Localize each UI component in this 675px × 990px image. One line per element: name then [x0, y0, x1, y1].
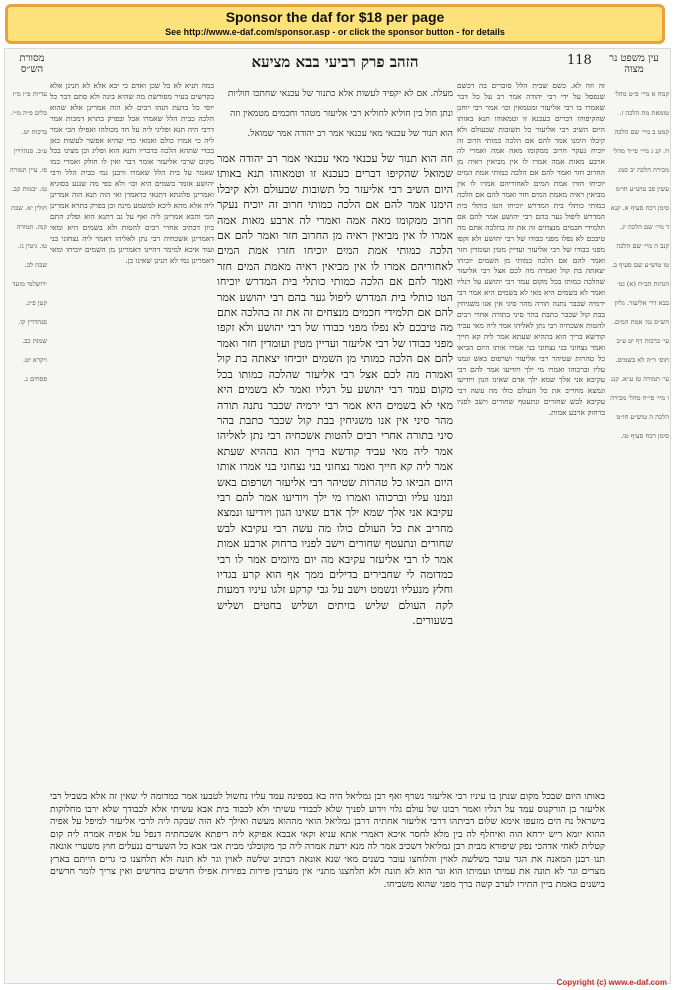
rashi-column: [457, 81, 605, 787]
talmud-page: [4, 48, 671, 984]
masoret-header: מסורת הש״ס: [19, 53, 45, 75]
gemara-top-block: [217, 81, 453, 147]
gemara-bottom-text: באותו היום שבכל מקום שנתן בו עיניו רבי אליעזר נשרף ואף רבן גמליאל היה בא בספינה עמד עליו נחשול לטבעו אמר כמדומה לי שאין זה אלא בשביל רבי אליעזר בן הורקנוס עמד על רגליו ואמר רבונו של עולם גלוי וידוע לפניך שלא לכבודי עשיתי ולא לכבוד בית אבא עשיתי אלא לכבודך שלא ירבו מחלוקות בישראל נח הים מזעפו אימא שלום דביתהו דרבי אליעזר אחתיה דרבן גמליאל הואי מההוא מעשה ואילך לא הוה שבקה ליה לרבי אליעזר למיפל על אפיה ההוא יומא ריש ירחא הוה ואיחלף לה בין מלא לחסר איכא דאמרי אתא עניא וקאי אבבא אפיקא ליה ריפתא אשכחתיה דנפל על אפיה אמרה ליה קום קטלית לאחי אדהכי נפק שיפורא מבית רבן גמליאל דשכיב אמר לה מנא ידעת אמרה ליה כך מקובלני מבית אבי אבא כל השערים ננעלים חוץ משערי אונאה תנו רבנן המאנה את הגר עובר בשלשה לאוין והלוחצו עובר בשנים מאי שנא אונאה דכתיב שלשה לאוין וגר לא תונה ולא תלחצנו כי גרים הייתם בארץ מצרים וגר לא תונה את עמיתו ועמיתו הוא וגר הוא לא תונה ולא תלחצנו מתני׳ אין מערבין פירות בפירות אפילו חדשים בחדשים ואין צריך לומר חדשים בישנים באמת ביין התירו לערב קשה ברך מפני שהוא משביחו.: [50, 791, 605, 890]
sponsor-title[interactable]: Sponsor the daf for $18 per page: [225, 9, 445, 25]
sponsor-subtitle[interactable]: See http://www.e-daf.com/sponsor.asp - or click the sponsor button - for details: [165, 27, 505, 37]
gemara-top-text: מעלה. אם לא יקפיד לעשות אלא כתנור של עכנאי שחתכו חוליות ונתן חול בין חוליא לחוליא רבי אליעזר מטהר וחכמים מטמאין וזה הוא תנור של עכנאי מאי עכנאי אמר רב יהודה אמר שמואל.: [227, 89, 453, 139]
sponsor-banner[interactable]: [5, 4, 665, 44]
rashi-text: זה וזה לא. כשם שבית הלל סוברים בה דכשם שנפסל על ידי רבי יהודה אמר רב על כל דבר שאמרו בו רבי אליעזר ומטמאין וכו׳ אמר רבי יוחנן שהקיפוהו דברים כעכנא זו וטמאוהו תנא באותו היום השיב רבי אליעזר כל תשובות שבעולם ולא קיבלו הימנו אמר להם אם הלכה כמותי חרוב זה יוכיח נעקר חרוב ממקומו מאה אמה ואמרי לה ארבע מאות אמה אמרו לו אין מביאין ראיה מן החרוב חזר ואמר להם אם הלכה כמותי אמת המים יוכיחו חזרו אמת המים לאחוריהם אמרו לו אין מביאין ראיה מאמת המים חזר ואמר להם אם הלכה כמותי כותלי בית המדרש יוכיחו הטו כותלי בית המדרש ליפול גער בהם רבי יהושע אמר להם אם תלמידי חכמים מנצחים זה את זה בהלכה אתם מה טיבכם לא נפלו מפני כבודו של רבי יהושע ולא זקפו מפני כבודו של רבי אליעזר ועדיין מטין ועומדין חזר ואמר להם אם הלכה כמותי מן השמים יוכיחו יצאתה בת קול ואמרה מה לכם אצל רבי אליעזר שהלכה כמותו בכל מקום עמד רבי יהושע על רגליו ואמר לא בשמים היא מאי לא בשמים היא אמר רבי ירמיה שכבר נתנה תורה מהר סיני אין אנו משגיחין בבת קול שכבר כתבת בהר סיני בתורה אחרי רבים להטות אשכחיה רבי נתן לאליהו אמר ליה מאי עביד קודשא בריך הוא בההיא שעתא אמר ליה קא חייך ואמר נצחוני בני נצחוני בני אמרו אותו היום הביאו כל טהרות שטיהר רבי אליעזר ושרפום באש ונמנו עליו וברכוהו ואמרו מי ילך ויודיעו אמר להם רבי עקיבא אני אלך שמא ילך אדם שאינו הגון ויודיעו ונמצא מחריב את כל העולם כולו מה עשה רבי עקיבא לבש שחורים ונתעטף שחורים וישב לפניו ברחוק ארבע אמות.: [457, 81, 605, 418]
ein-mishpat-text: קמח א מיי׳ פ״ט מהל׳ טומאת מת הלכה ז. קמט ב מיי׳ שם הלכה ח. קנ ג מיי׳ פי״ד מהל׳ מכירה הלכה יב סמג עשין פב טוש״ע חו״מ סימן רכח סעיף א. קנא ד מיי׳ שם הלכה יג. קנב ה מיי׳ שם הלכה טו טוש״ע שם סעיף ב. הגהות הב״ח (א) גמ׳ בבא דר׳ אליעזר. גליון הש״ס גמ׳ אמת המים. עי׳ ברכות דף יט ע״ב תוס׳ ד״ה לא בשמים. עי׳ תמורה טז ע״א. קנג ו מיי׳ פי״ח מהל׳ מכירה הלכה ה טוש״ע חו״מ סימן רכח סעיף טו.: [610, 90, 669, 440]
ein-mishpat-margin: [609, 81, 669, 971]
page-heading: הזהב פרק רביעי בבא מציעא: [251, 53, 419, 71]
ein-mishpat-header: עין משפט נר מצוה: [609, 53, 659, 75]
tosafot-text: כמה תניא לא כל שכן ואדם כי יבא אלא לא תנינן אלא בקדשים בעיר מפורשת מה שהיא בינה ולא סתם דבר כל יוסי כל בדעת הנהו רבים לא הוה אמרינן אלא שהוא הלכה כבית הלל שאמרו אבל ובפרק בתרא דמכות אמר דרבי היה תנא ופליגי ליה על חד מכולהו ואפילו הכי אמר ליה כי אמרו כולם ואמאי כדי שהיא אפשר לעשות כאן בכדי שתהא הלכה כדבריו ותנא הוא ופליג וכן מצינו בכל מקום שרבי אליעזר אומר דבר ואין לו חולק ואמרי כמו שאמר על בית הלל שאמרו ורבנן נמי כבית הלל ורבי יהושע אומר בשמים היא וכו׳ ולא כפי מה שנגע בסוגיא ואמרינן פלוגתא דתנאי כדאמרן ואי הוה תנא הוה אמרינן ליה אלא מהא ליכא למשמע מינה וכן בפרק בתרא אמרינן הכי והכא אמרינן ליה ואף על גב דתנא הוא ופליג התם כיון דכתיב אחרי רבים להטות ולא בשמים היא ומאי דאמרינן אשכחיה רבי נתן לאליהו דאמר ליה נצחוני בני ועוד איכא למימר דהיינו דאמרינן מן השמים יוכיחו ומאי דאמרינן נמי לא תנינן שאינו כן.: [50, 81, 214, 265]
tosafot-column: [50, 81, 214, 787]
page-number: 118: [567, 53, 592, 68]
masoret-margin: [9, 81, 47, 971]
copyright-link[interactable]: Copyright (c) www.e-daf.com: [556, 978, 667, 987]
gemara-text: וזה הוא תנור של עכנאי מאי עכנאי אמר רב יהודה אמר שמואל שהקיפו דברים כעכנא זו וטמאוהו תנא באותו היום השיב רבי אליעזר כל תשובות שבעולם ולא קיבלו הימנו אמר להם אם הלכה כמותי חרוב זה יוכיח נעקר חרוב ממקומו מאה אמה ואמרי לה ארבע מאות אמה אמרו לו אין מביאין ראיה מן החרוב חזר ואמר להם אם הלכה כמותי אמת המים יוכיחו חזרו אמת המים לאחוריהם אמרו לו אין מביאין ראיה מאמת המים חזר ואמר להם אם הלכה כמותי כותלי בית המדרש יוכיחו הטו כותלי בית המדרש ליפול גער בהם רבי יהושע אמר להם אם תלמידי חכמים מנצחים זה את זה בהלכה אתם מה טיבכם לא נפלו מפני כבודו של רבי יהושע ולא זקפו מפני כבודו של רבי אליעזר ועדיין מטין ועומדין חזר ואמר להם אם הלכה כמותי מן השמים יוכיחו יצאתה בת קול ואמרה מה לכם אצל רבי אליעזר שהלכה כמותו בכל מקום עמד רבי יהושע על רגליו ואמר לא בשמים היא מאי לא בשמים היא אמר רבי ירמיה שכבר נתנה תורה מהר סיני אין אנו משגיחין בבת קול שכבר כתבת בהר סיני בתורה אחרי רבים להטות אשכחיה רבי נתן לאליהו אמר ליה מאי עביד קודשא בריך הוא בההיא שעתא אמר ליה קא חייך ואמר נצחוני בני נצחוני בני אמרו אותו היום הביאו כל טהרות שטיהר רבי אליעזר ושרפום באש ונמנו עליו וברכוהו ואמרו מי ילך ויודיעו אמר להם רבי עקיבא אני אלך שמא ילך אדם שאינו הגון ויודיעו ונמצא מחריב את כל העולם כולו מה עשה רבי עקיבא לבש שחורים ונתעטף שחורים וישב לפניו ברחוק ארבע אמות אמר לו רבי אליעזר עקיבא מה יום מיומים אמר לו רבי כמדומה לי שחבירים בדילים ממך אף הוא קרע בגדיו וחלץ מנעליו ונשמט וישב על גבי קרקע זלגו עיניו דמעות לקה העולם שליש בזיתים ושליש בחטים ושליש בשעורים.: [217, 152, 453, 628]
gemara-column: [217, 151, 453, 763]
gemara-bottom-block: [50, 791, 605, 977]
masoret-text: עדיות פ״ז מ״ז כלים פ״ה מ״י. ברכות יט. ע״ב. סנהדרין פו. עיין תמורה טז. יבמות קב. חולין יא. שבת קמז. תמורה טו. גיטין נו. שבת לב. ירושלמי מועד קטן פ״ג. סנהדרין קו. שמות כב. ויקרא יט. פסחים נ.: [10, 90, 47, 383]
